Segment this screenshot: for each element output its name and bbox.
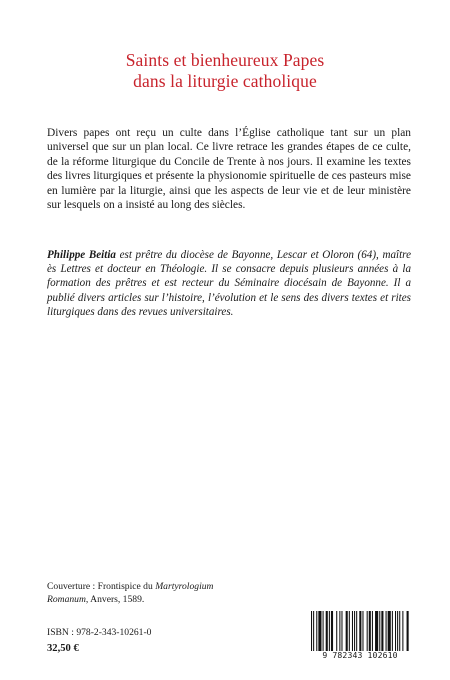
title-line-2: dans la liturgie catholique <box>133 71 317 91</box>
price: 32,50 € <box>47 643 79 654</box>
author-name: Philippe Beitia <box>47 249 116 261</box>
author-bio <box>47 248 411 319</box>
title-line-1: Saints et bienheureux Papes <box>125 50 325 70</box>
book-title <box>0 50 450 92</box>
author-bio-text: est prêtre du diocèse de Bayonne, Lescar et Oloron (64), maître ès Lettres et docteur en Théologie. Il se consacre depuis plusieurs années à la formation des prêtres et est recteur du Séminaire diocésain de Bayonne. Il a publié divers articles sur l’histoire, l’évolution et le sens des divers textes et rites liturgiques dans des revues universitaires. <box>47 249 411 318</box>
isbn: ISBN : 978-2-343-10261-0 <box>47 627 152 638</box>
barcode <box>305 611 415 660</box>
book-summary: Divers papes ont reçu un culte dans l’Église catholique tant sur un plan universel que sur un plan local. Ce livre retrace les grandes étapes de ce culte, de la réforme liturgique du Concile de Trente à nos jours. Il examine les textes des livres liturgiques et présente la physionomie spirituelle de ces pasteurs mise en lumière par la liturgie, ainsi que les aspects de leur vie et de leur ministère sur lesquels on a insisté au long des siècles. <box>47 127 411 212</box>
barcode-digits: 9 782343 102610 <box>305 651 415 660</box>
credit-suffix: , Anvers, 1589. <box>85 594 145 605</box>
credit-work: Martyrologium Romanum <box>47 581 214 605</box>
cover-credit <box>47 580 227 606</box>
barcode-bars <box>305 611 415 655</box>
credit-prefix: Couverture : Frontispice du <box>47 581 156 592</box>
